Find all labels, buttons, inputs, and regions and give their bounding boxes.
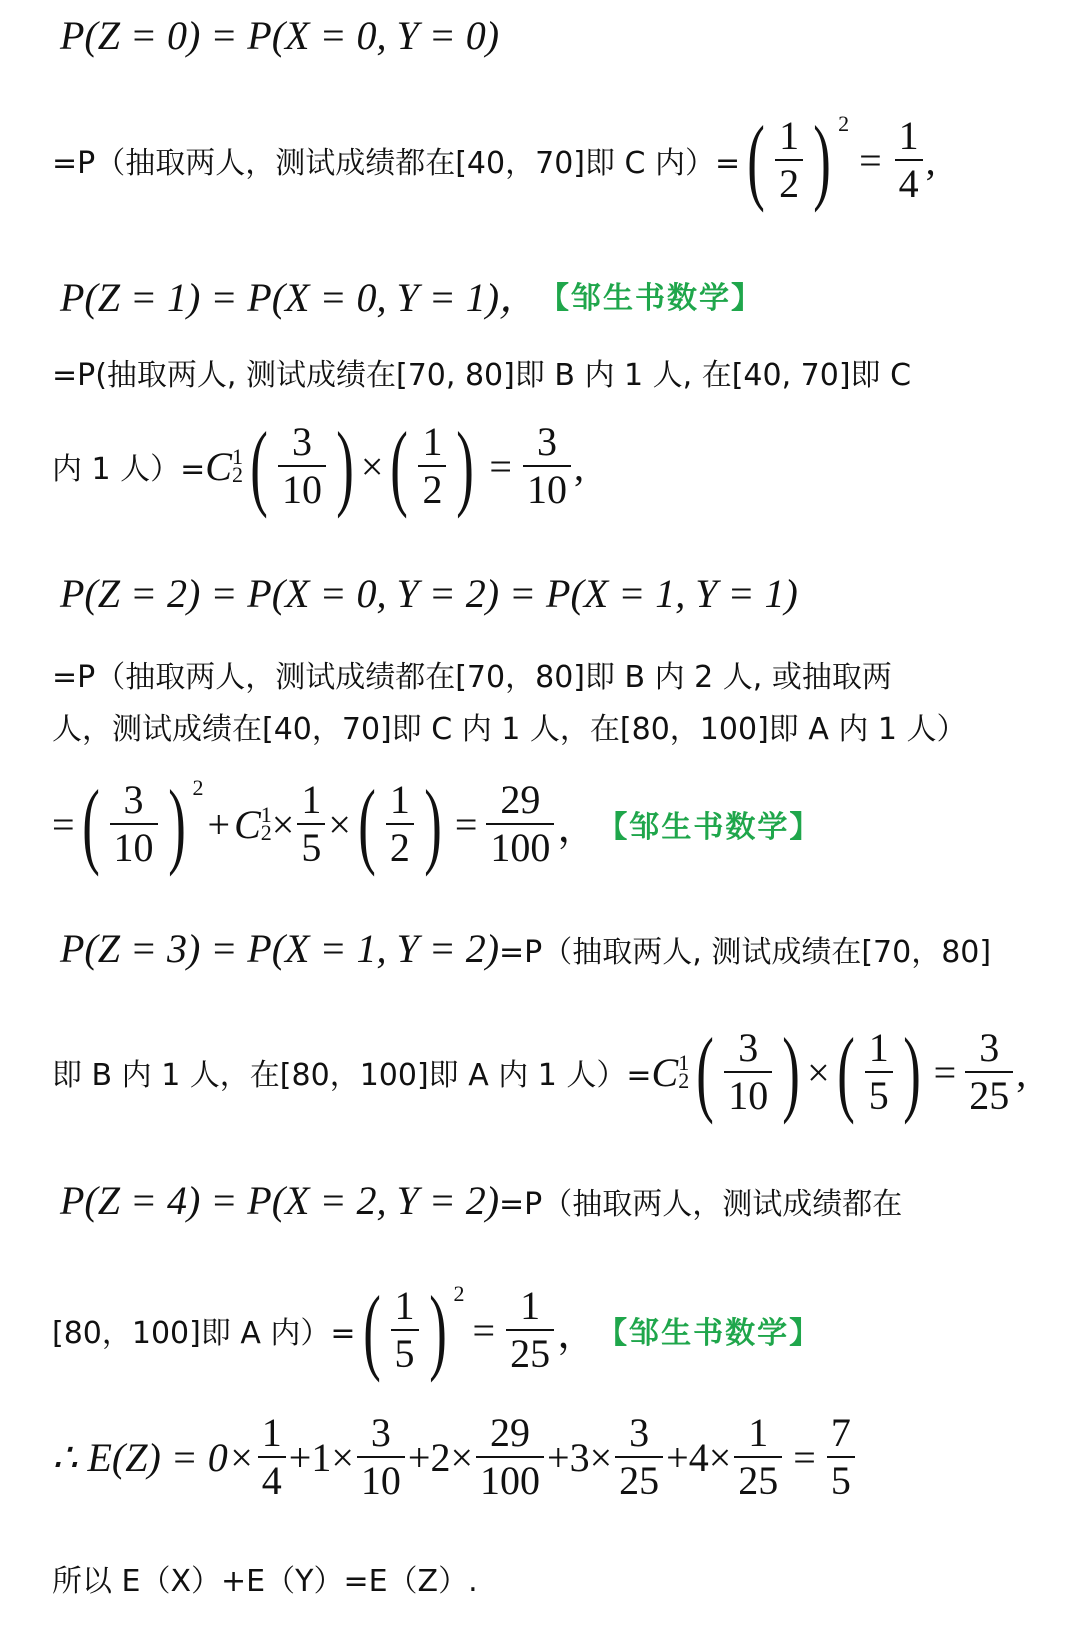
eq-pz3-text: P(Z = 3) = P(X = 1, Y = 2)	[60, 926, 500, 971]
result-frac: $\frac{29}{100}$	[486, 777, 554, 871]
frac-num: 1	[898, 113, 919, 158]
term-op: +4×	[666, 1434, 732, 1480]
term-op: +2×	[407, 1434, 474, 1480]
paren-frac: ( $\frac{1}{2}$ )	[390, 412, 475, 519]
eq-pz2-desc2: 人，测试成绩在[40，70]即 C 内 1 人，在[80，100]即 A 内 1 人）	[52, 712, 967, 747]
combination-c: C	[234, 801, 261, 847]
result-frac: $\frac{3}{25}$	[965, 1025, 1013, 1119]
comma: ,	[1016, 1049, 1027, 1095]
term-op: +1×	[288, 1434, 354, 1480]
eq-pz1	[60, 266, 763, 323]
combination-c: C	[651, 1049, 679, 1095]
eq-pz4	[60, 1177, 902, 1224]
frac-den: 4	[895, 159, 923, 207]
result-frac: $\frac{3}{10}$	[523, 419, 571, 513]
paren-frac: ( $\frac{1}{5}$ )	[836, 1018, 921, 1125]
eq-pz3-calc	[52, 1018, 1027, 1125]
eq-pz4-desc: =P（抽取两人，测试成绩都在	[499, 1186, 903, 1222]
eq-pz1-desc: =P(抽取两人, 测试成绩在[70, 80]即 B 内 1 人, 在[40, 70]即 C	[52, 358, 912, 393]
comma: ,	[573, 443, 584, 489]
combination-index: 1 2	[678, 1050, 690, 1093]
brand-tag: 【邹生书数学】	[597, 1316, 822, 1351]
exponent: 2	[453, 1281, 465, 1306]
eq-pz0	[60, 12, 499, 59]
comma: ,	[925, 137, 936, 183]
times: ×	[271, 801, 295, 847]
eq-pz1-desc2: 内 1 人）=	[52, 452, 206, 487]
combination-c: C	[205, 443, 232, 489]
result-frac: $\frac{1}{25}$	[506, 1283, 554, 1377]
expectation-lhs: ∴ E(Z) = 0×	[52, 1434, 255, 1480]
equals: =	[933, 1049, 957, 1095]
equals: =	[454, 801, 478, 847]
equals: =	[859, 137, 882, 183]
eq-pz2-desc1: =P（抽取两人，测试成绩都在[70，80]即 B 内 2 人, 或抽取两	[52, 660, 892, 695]
eq-pz0-desc: =P（抽取两人，测试成绩都在[40，70]即 C 内）=	[52, 146, 741, 181]
combination-index: 1 2	[231, 444, 243, 487]
term-op: +3×	[547, 1434, 613, 1480]
eq-pz3-desc2: 即 B 内 1 人，在[80，100]即 A 内 1 人）=	[52, 1058, 652, 1093]
result-frac: $\frac{7}{5}$	[827, 1410, 855, 1504]
eq-pz0-text: P(Z = 0) = P(X = 0, Y = 0)	[60, 13, 500, 58]
exponent: 2	[192, 775, 204, 800]
eq-pz1-text: P(Z = 1) = P(X = 0, Y = 1)，	[60, 275, 540, 320]
equals: =	[472, 1307, 496, 1353]
paren-frac: ( $\frac{3}{10}$ )	[250, 412, 354, 519]
eq-pz4-calc	[52, 1276, 822, 1383]
exponent: 2	[838, 111, 850, 136]
eq-pz2-calc	[52, 770, 822, 877]
combination-index: 1 2	[260, 802, 272, 845]
times: ×	[328, 801, 351, 847]
frac: $\frac{1}{5}$	[297, 777, 325, 871]
comma: ，	[557, 804, 598, 850]
conclusion: 所以 E（X）+E（Y）=E（Z）.	[52, 1564, 478, 1599]
eq-pz3	[60, 925, 991, 972]
equals: =	[793, 1434, 816, 1480]
paren-frac: ( $\frac{3}{10}$ )	[696, 1018, 800, 1125]
paren-half: ( $\frac{1}{2}$ )	[747, 106, 831, 213]
times: ×	[360, 443, 384, 489]
eq-pz4-text: P(Z = 4) = P(X = 2, Y = 2)	[60, 1178, 500, 1223]
eq-pz4-desc2: [80，100]即 A 内）=	[52, 1316, 356, 1351]
frac-den: 2	[775, 159, 803, 207]
expectation-eq: ∴ E(Z) = 0× $\frac{1}{4}$ +1× $\frac{3}{10}$ +2× $\frac{29}{100}$ +3× $\frac{3}{25}$ +4× $\frac{1}{25}$ = $\frac{7}{5}$	[52, 1410, 858, 1504]
frac-num: 1	[779, 113, 800, 158]
brand-tag: 【邹生书数学】	[597, 810, 822, 845]
paren-frac: ( $\frac{1}{5}$ )	[362, 1276, 447, 1383]
plus: +	[207, 801, 231, 847]
comma: ，	[557, 1310, 598, 1356]
eq-pz0-expand	[52, 106, 936, 213]
paren-frac: ( $\frac{1}{2}$ )	[358, 770, 442, 877]
eq-pz2	[60, 570, 798, 617]
equals: =	[52, 801, 75, 847]
paren-frac: ( $\frac{3}{10}$ )	[81, 770, 186, 877]
equals: =	[489, 443, 512, 489]
eq-pz1-calc	[52, 412, 584, 519]
eq-pz3-desc: =P（抽取两人, 测试成绩在[70，80]	[499, 934, 992, 970]
eq-pz2-text: P(Z = 2) = P(X = 0, Y = 2) = P(X = 1, Y = 1)	[60, 571, 798, 616]
times: ×	[807, 1049, 830, 1095]
brand-tag: 【邹生书数学】	[539, 280, 764, 316]
